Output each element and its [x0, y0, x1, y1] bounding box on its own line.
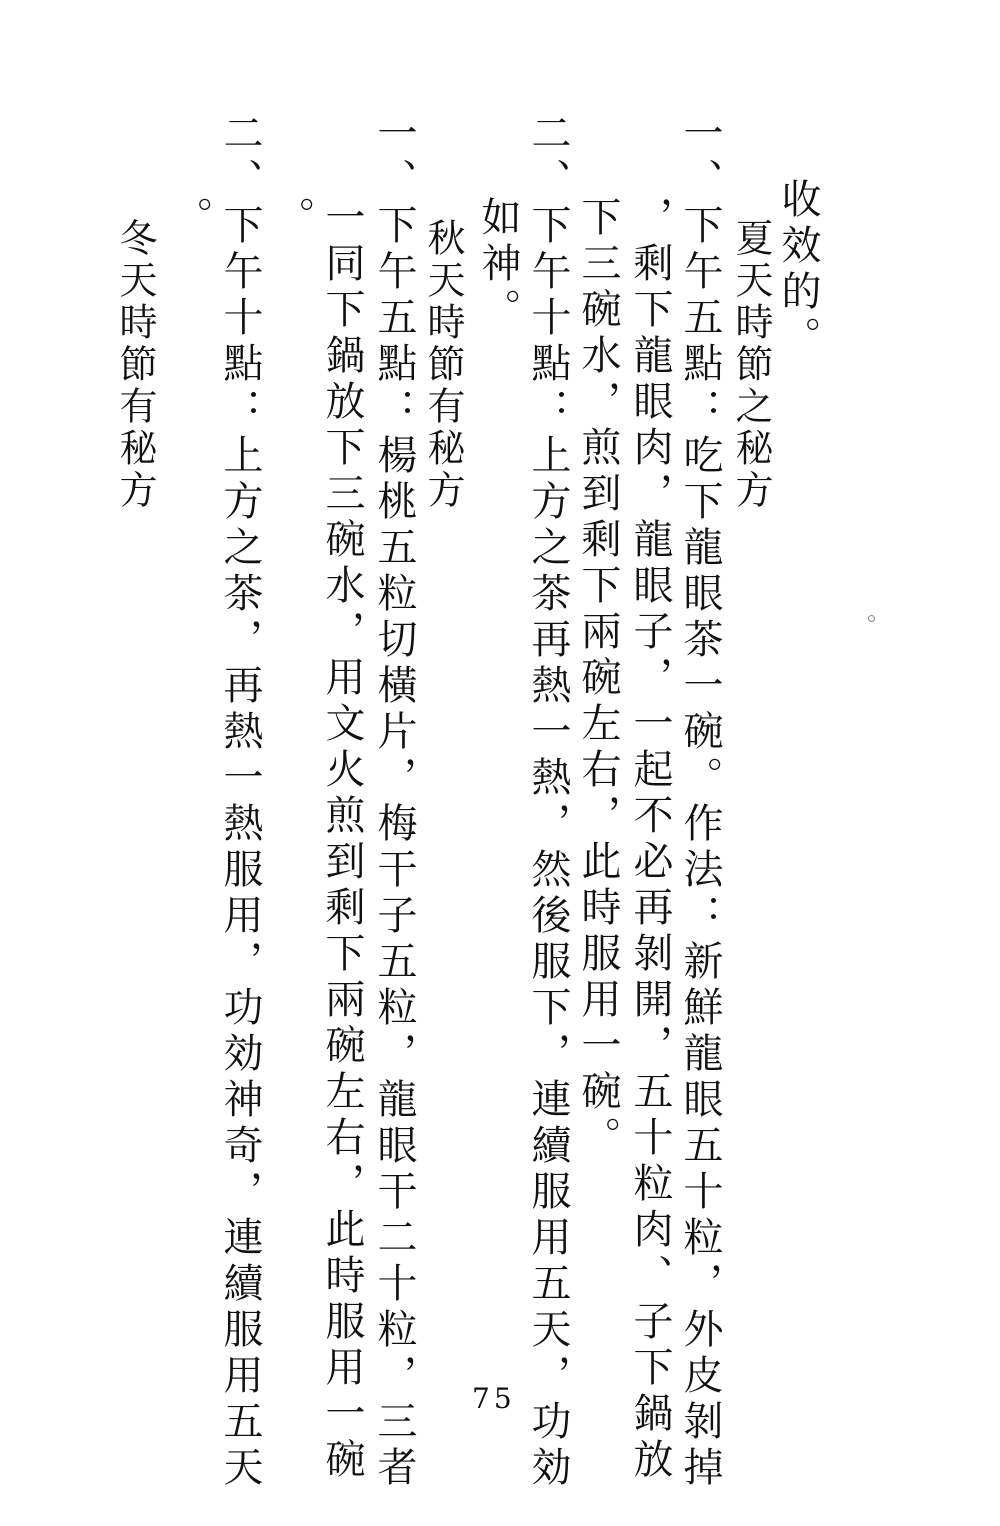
page-number: 75 [472, 1382, 516, 1415]
section-heading-summer: 夏天時節之秘方 [729, 218, 773, 512]
section-heading-autumn: 秋天時節有秘方 [421, 218, 465, 512]
text-column-1: 收效的。 [775, 178, 821, 362]
text-column-6: 二、下午十點：上方之茶再熱一熱，然後服下，連續服用五天，功効 [525, 112, 571, 1492]
text-column-10: 一同下鍋放下三碗水，用文火煎到剩下兩碗左右，此時服用一碗 [319, 196, 365, 1484]
section-heading-winter: 冬天時節有秘方 [113, 218, 157, 512]
text-column-5: 下三碗水，煎到剩下兩碗左右，此時服用一碗。 [575, 196, 621, 1162]
text-column-12: 二、下午十點：上方之茶，再熱一熱服用，功効神奇，連續服用五天 [217, 112, 263, 1492]
text-column-9: 一、下午五點：楊桃五粒切橫片，梅干子五粒，龍眼干二十粒，三者 [371, 112, 417, 1492]
text-column-4: ，剩下龍眼肉，龍眼子，一起不必再剝開，五十粒肉、子下鍋放 [627, 196, 673, 1484]
scan-speck [868, 615, 875, 622]
text-column-3: 一、下午五點：吃下龍眼茶一碗。作法：新鮮龍眼五十粒，外皮剝掉 [677, 112, 723, 1492]
text-column-11: 。 [269, 196, 315, 242]
text-column-7: 如神。 [475, 196, 521, 334]
text-column-13: 。 [167, 196, 213, 242]
